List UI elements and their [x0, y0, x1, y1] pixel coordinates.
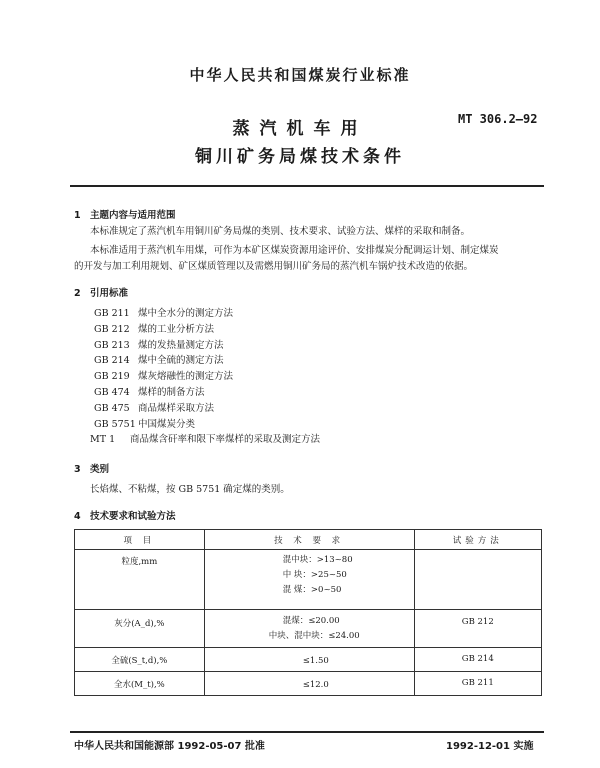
section-4-heading — [74, 508, 176, 522]
reference-item — [90, 432, 320, 448]
reference-item — [94, 369, 320, 385]
reference-item — [94, 322, 320, 338]
cell-requirement — [204, 672, 414, 696]
reference-code: GB 214 — [94, 355, 130, 367]
section-number: 1 — [74, 210, 81, 221]
section-number: 4 — [74, 511, 81, 522]
section-title: 主题内容与适用范围 — [90, 210, 176, 221]
requirement-line: ≤12.0 — [302, 680, 329, 690]
reference-code: GB 475 — [94, 402, 130, 414]
reference-item — [94, 401, 320, 417]
requirement-line: 混 煤：>0~50 — [282, 585, 342, 595]
header-rule — [70, 185, 544, 187]
cell-method — [414, 550, 541, 610]
table-row — [75, 550, 542, 610]
effective-date: 1992-12-01 实施 — [446, 741, 534, 752]
section-2-heading — [74, 285, 128, 299]
reference-code: GB 213 — [94, 339, 130, 351]
cell-method: GB 214 — [414, 648, 541, 672]
cell-method: GB 212 — [414, 610, 541, 648]
requirement-line: 中 块：>25~50 — [282, 570, 347, 580]
requirement-line: 中块、混中块：≤24.00 — [268, 631, 360, 641]
standard-code: MT 306.2—92 — [458, 112, 538, 126]
section-1-paragraph-1: 本标准规定了蒸汽机车用铜川矿务局煤的类别、技术要求、试验方法、煤样的采取和制备。 — [90, 226, 471, 237]
section-number: 2 — [74, 288, 81, 299]
requirement-line: 混中块：>13~80 — [282, 555, 353, 565]
reference-code: GB 219 — [94, 371, 130, 383]
column-header-method: 试验方法 — [414, 530, 541, 550]
cell-item: 全硫(S_t,d),% — [75, 648, 205, 672]
cell-item: 灰分(A_d),% — [75, 610, 205, 648]
reference-list — [90, 306, 321, 448]
section-3-heading — [74, 461, 109, 475]
document-title-line1: 蒸汽机车用 — [232, 119, 368, 139]
document-title-line2: 铜川矿务局煤技术条件 — [195, 147, 405, 167]
section-3-paragraph: 长焰煤、不粘煤，按 GB 5751 确定煤的类别。 — [90, 484, 290, 495]
technical-requirements-table — [74, 529, 542, 696]
reference-title: 中国煤炭分类 — [138, 418, 196, 430]
reference-item — [94, 353, 320, 369]
reference-item — [94, 306, 320, 322]
reference-code: MT 1 — [90, 434, 116, 446]
requirement-line: 混煤：≤20.00 — [282, 616, 340, 626]
reference-title: 煤中全硫的测定方法 — [138, 355, 224, 367]
cell-requirement — [204, 610, 414, 648]
reference-title: 煤样的制备方法 — [138, 386, 205, 398]
section-title: 类别 — [90, 464, 110, 475]
cell-item: 粒度,mm — [75, 550, 205, 610]
requirement-line: ≤1.50 — [302, 656, 329, 666]
reference-code: GB 5751 — [94, 418, 136, 430]
approval-line: 中华人民共和国能源部 1992-05-07 批准 — [74, 741, 265, 752]
reference-title: 商品煤样采取方法 — [138, 402, 215, 414]
section-1-paragraph-2a: 本标准适用于蒸汽机车用煤，可作为本矿区煤炭资源用途评价、安排煤炭分配调运计划、制定煤炭 — [90, 245, 499, 256]
section-1-paragraph-2b: 的开发与加工利用规划、矿区煤质管理以及需燃用铜川矿务局的蒸汽机车锅炉技术改造的依据。 — [74, 261, 474, 272]
reference-item — [94, 338, 320, 354]
reference-code: GB 212 — [94, 323, 130, 335]
reference-item — [94, 417, 320, 433]
reference-code: GB 474 — [94, 386, 130, 398]
standard-org-title: 中华人民共和国煤炭行业标准 — [189, 66, 411, 84]
reference-title: 煤中全水分的测定方法 — [138, 308, 234, 319]
table-header-row — [75, 530, 542, 550]
section-number: 3 — [74, 464, 81, 475]
column-header-item: 项 目 — [75, 530, 205, 550]
cell-requirement — [204, 550, 414, 610]
column-header-requirement: 技 术 要 求 — [204, 530, 414, 550]
cell-item: 全水(M_t),% — [75, 672, 205, 696]
footer-rule — [70, 731, 544, 733]
table-row — [75, 672, 542, 696]
reference-code: GB 211 — [94, 308, 130, 319]
cell-method: GB 211 — [414, 672, 541, 696]
table-row — [75, 610, 542, 648]
reference-title: 煤的发热量测定方法 — [138, 339, 224, 351]
reference-title: 煤的工业分析方法 — [138, 323, 215, 335]
reference-title: 商品煤含矸率和限下率煤样的采取及测定方法 — [130, 434, 321, 446]
section-title: 引用标准 — [90, 288, 129, 299]
section-1-heading — [74, 207, 176, 221]
reference-item — [94, 385, 320, 401]
reference-title: 煤灰熔融性的测定方法 — [138, 371, 234, 383]
cell-requirement — [204, 648, 414, 672]
section-title: 技术要求和试验方法 — [90, 511, 176, 522]
table-row — [75, 648, 542, 672]
